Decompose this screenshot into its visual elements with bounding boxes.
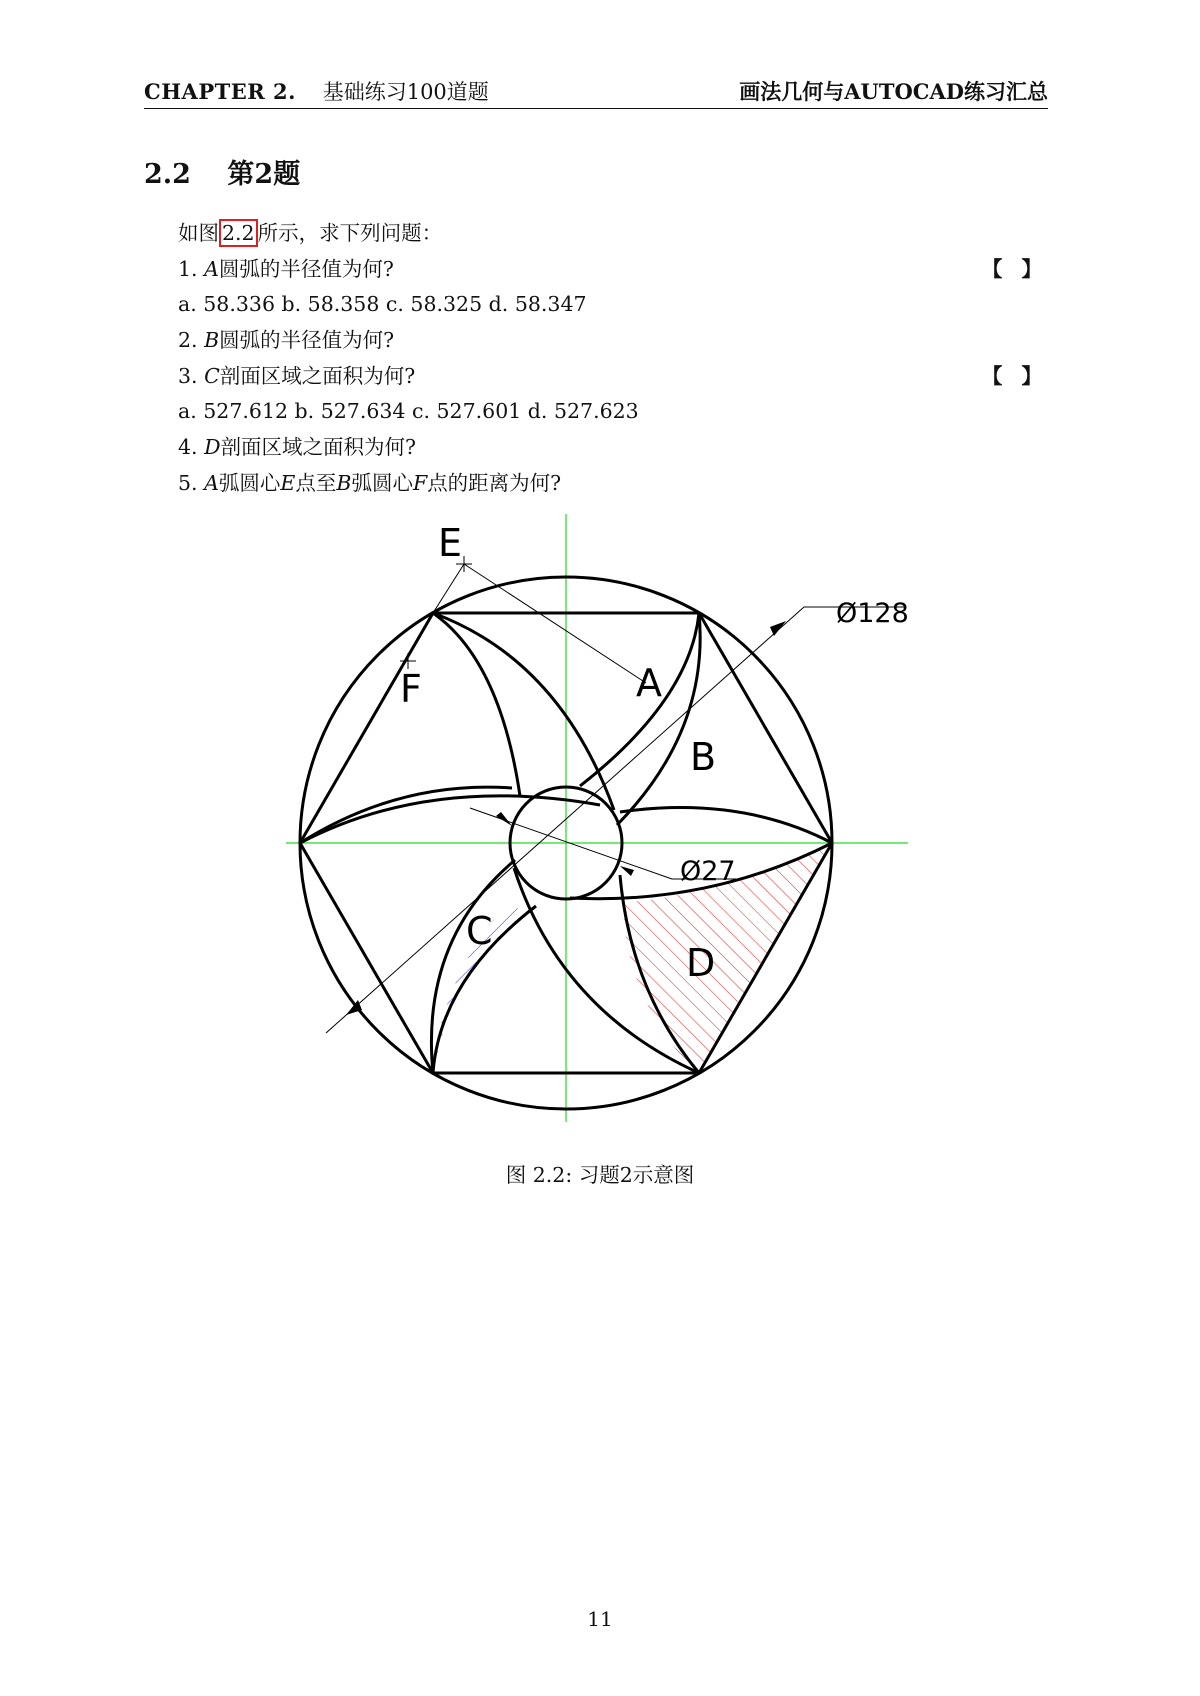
- label-e: E: [438, 521, 463, 565]
- intro-post: 所示，求下列问题：: [257, 221, 443, 245]
- label-f: F: [400, 667, 422, 711]
- question-var: D: [204, 435, 221, 460]
- question-var: C: [204, 363, 220, 388]
- question-text: 圆弧的半径值为何?: [218, 256, 394, 281]
- label-a: A: [636, 661, 662, 705]
- question-number: 1.: [178, 256, 198, 281]
- chapter-label: CHAPTER 2.: [144, 79, 296, 104]
- question-var: A: [204, 256, 219, 281]
- question-text: 剖面区域之面积为何?: [220, 435, 417, 460]
- question-1-options: a. 58.336 b. 58.358 c. 58.325 d. 58.347: [178, 292, 587, 317]
- question-var: F: [412, 470, 428, 495]
- question-number: 2.: [178, 328, 198, 353]
- question-number: 4.: [178, 435, 198, 460]
- question-var: A: [204, 470, 219, 495]
- question-text: 弧圆心: [351, 470, 413, 495]
- question-var: E: [280, 470, 296, 495]
- label-c: C: [466, 909, 493, 953]
- section-number: 2.2: [144, 159, 191, 190]
- chapter-title: 基础练习100道题: [322, 80, 489, 104]
- question-var: B: [336, 470, 352, 495]
- question-text: 弧圆心: [218, 470, 281, 495]
- question-text: 圆弧的半径值为何?: [219, 328, 395, 353]
- intro-pre: 如图: [178, 221, 219, 245]
- question-text: 点的距离为何?: [427, 470, 562, 495]
- answer-bracket: 【 】: [981, 256, 1048, 281]
- leader-lines: [326, 564, 904, 1033]
- question-var: B: [204, 328, 220, 353]
- book-title: 画法几何与AUTOCAD练习汇总: [739, 79, 1048, 104]
- question-number: 3.: [178, 363, 198, 388]
- answer-bracket: 【 】: [981, 363, 1048, 388]
- question-number: 5.: [178, 470, 198, 495]
- question-text: 剖面区域之面积为何?: [219, 363, 416, 388]
- label-b: B: [690, 735, 717, 779]
- dim-outer-diameter: Ø128: [836, 598, 909, 629]
- figure-ref-link[interactable]: 2.2: [219, 219, 258, 247]
- label-d: D: [686, 941, 716, 985]
- page-number: 11: [587, 1607, 613, 1631]
- question-text: 点至: [295, 470, 337, 495]
- section-title: 第2题: [227, 159, 301, 190]
- question-3-options: a. 527.612 b. 527.634 c. 527.601 d. 527.623: [178, 399, 639, 424]
- figure-caption: 图 2.2: 习题2示意图: [505, 1163, 695, 1187]
- dim-inner-diameter: Ø27: [680, 856, 736, 887]
